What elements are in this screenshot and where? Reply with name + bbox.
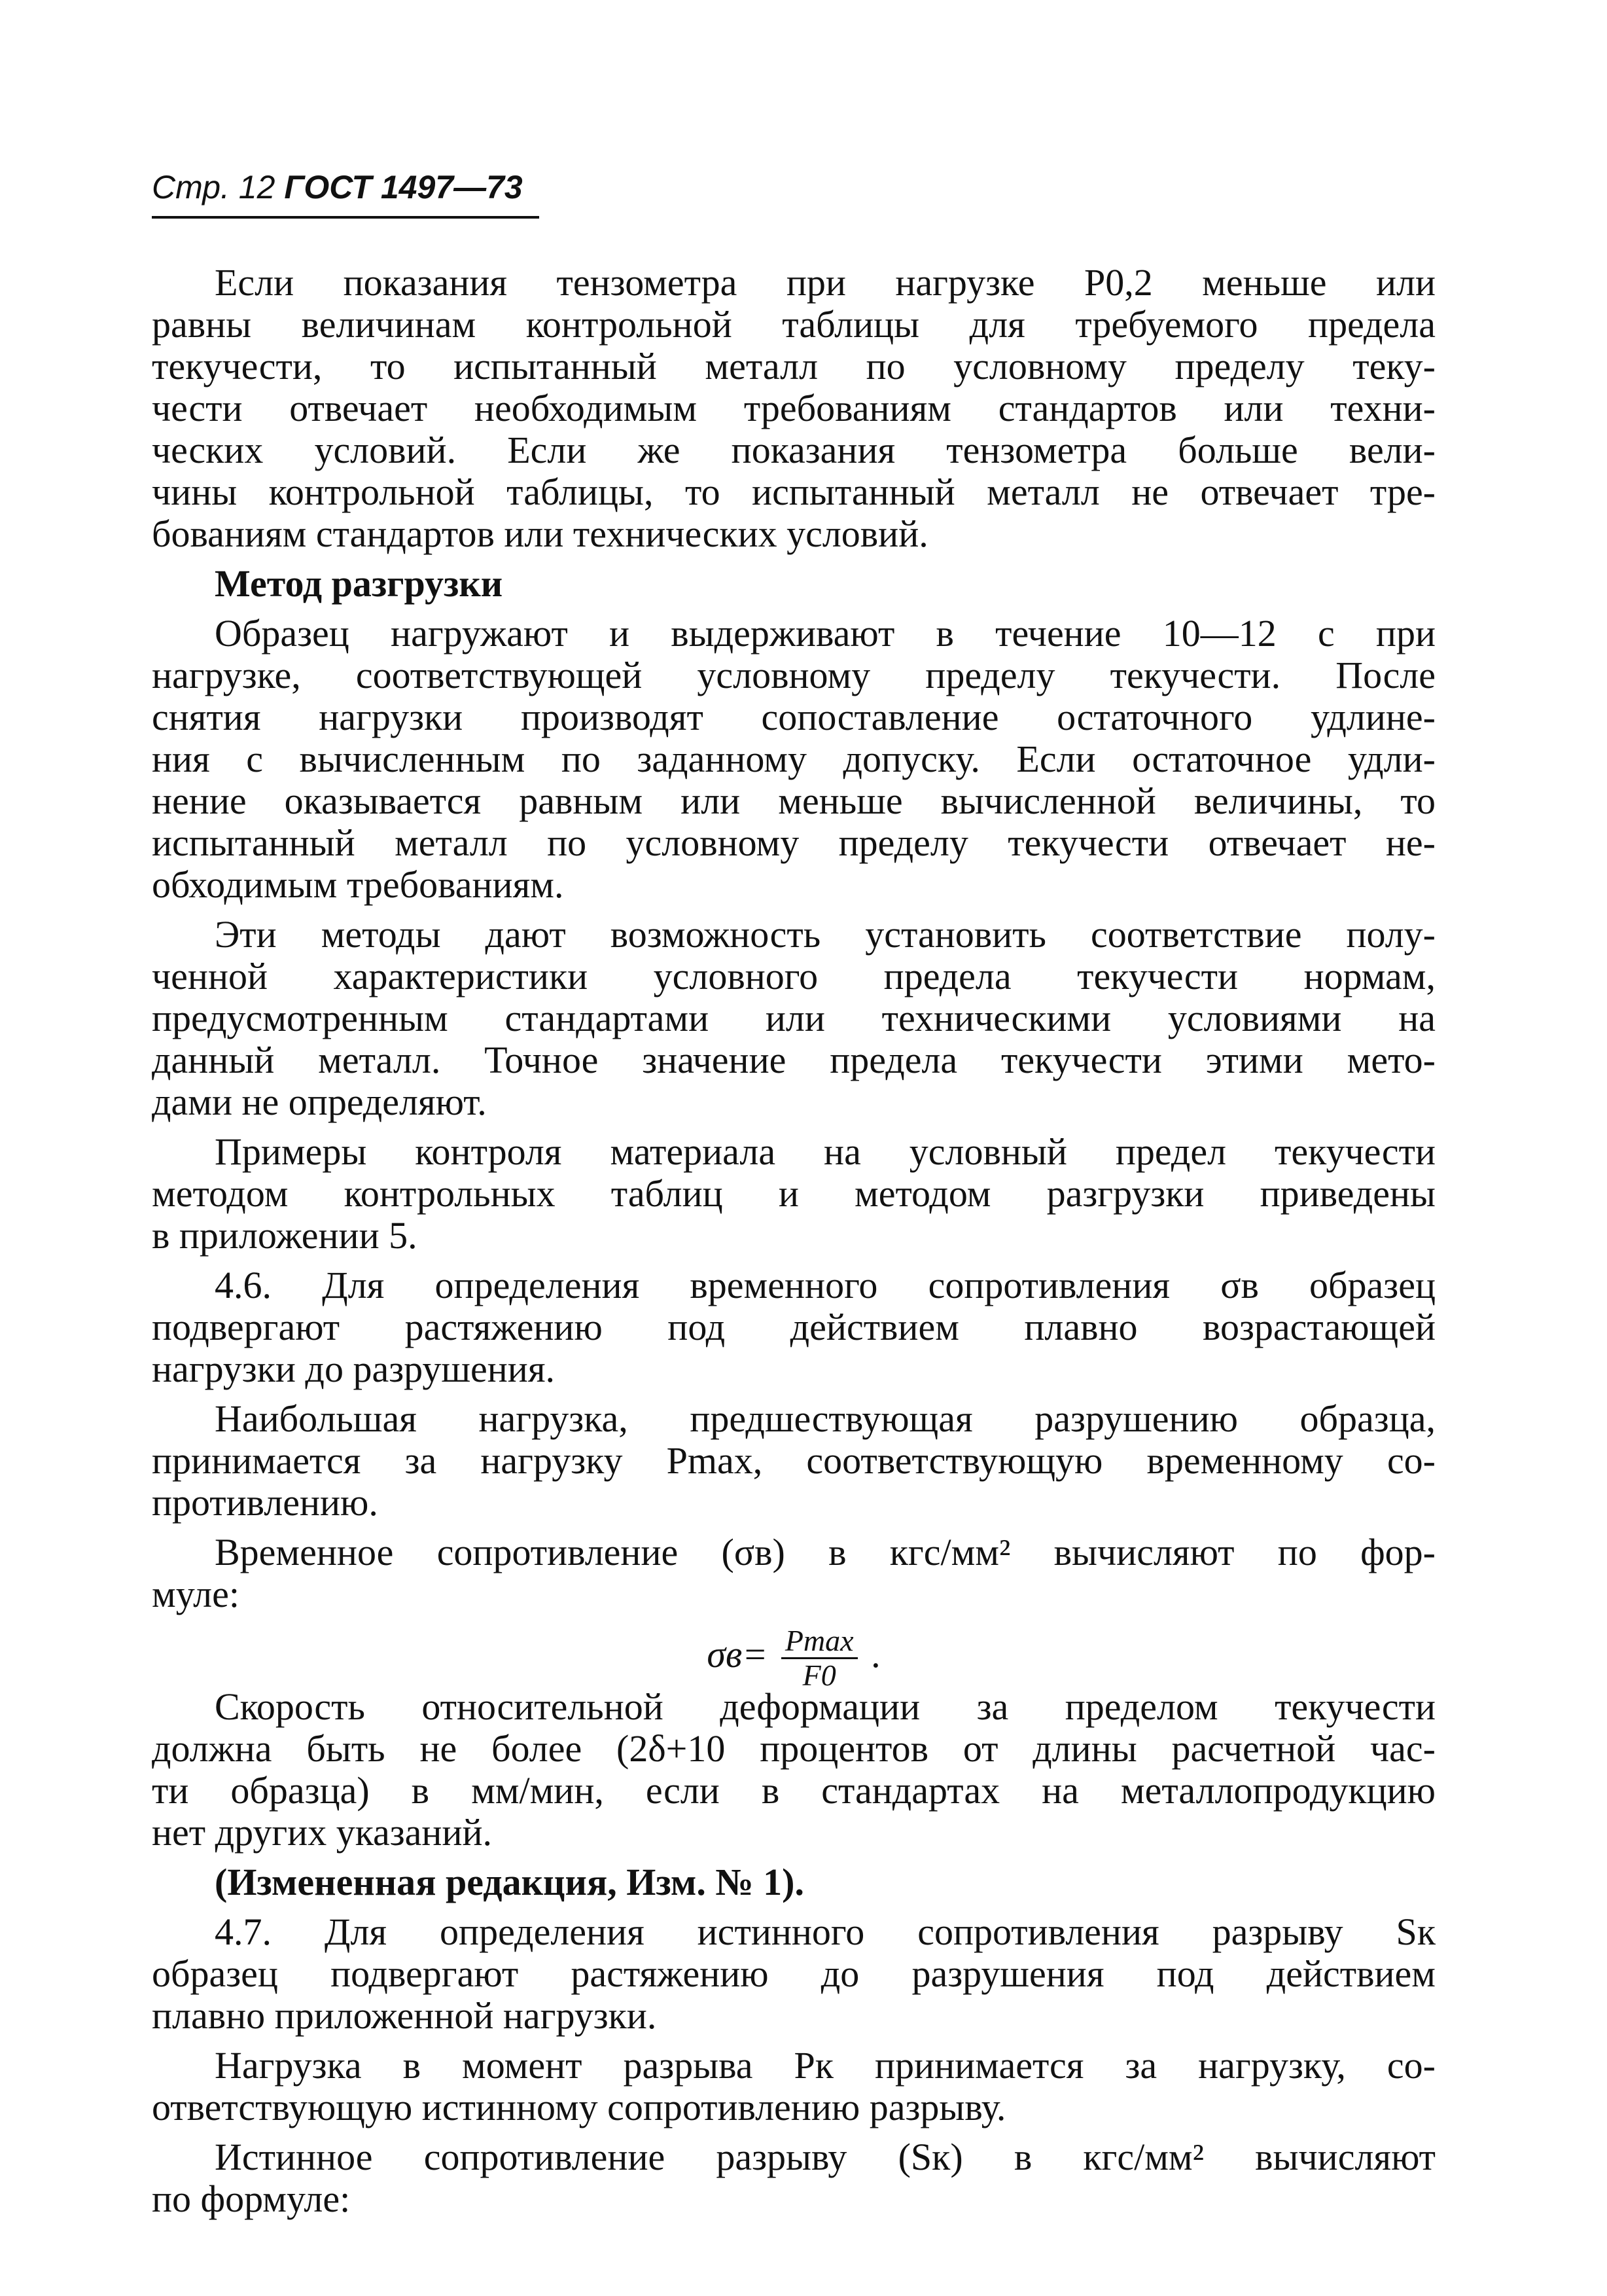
formula-tensile-strength (152, 1623, 1436, 1693)
text-line: по формуле: (152, 2178, 351, 2220)
text-line: бованиям стандартов или технических условий. (152, 512, 928, 555)
heading-unloading-method: Метод разгрузки (215, 562, 503, 605)
text-line: дами не определяют. (152, 1081, 487, 1123)
text-line: нение оказывается равным или меньше вычисленной величины, то (152, 780, 1436, 822)
section-heading (152, 563, 1436, 605)
text-line: ческих условий. Если же показания тензометра больше вели- (152, 429, 1436, 471)
amendment-note (152, 1861, 1436, 1903)
text-line: образец подвергают растяжению до разрушения под действием (152, 1952, 1436, 1995)
text-line: нагрузке, соответствующей условному пределу текучести. После (152, 654, 1436, 696)
formula-denominator: F0 (802, 1659, 836, 1693)
text-line: в приложении 5. (152, 1214, 417, 1257)
text-line: текучести, то испытанный металл по условному пределу теку- (152, 345, 1436, 387)
header-rule (152, 216, 539, 219)
text-line: испытанный металл по условному пределу текучести отвечает не- (152, 821, 1436, 864)
text-line: плавно приложенной нагрузки. (152, 1994, 657, 2037)
paragraph-tensometer-check (152, 262, 1436, 555)
text-line: чести отвечает необходимым требованиям стандартов или техни- (152, 387, 1436, 429)
text-line: методом контрольных таблиц и методом разгрузки приведены (152, 1172, 1436, 1215)
standard-code: ГОСТ 1497—73 (284, 169, 523, 206)
text-line: Временное сопротивление (σв) в кгс/мм² вычисляют по фор- (215, 1531, 1436, 1573)
text-line: муле: (152, 1573, 239, 1615)
text-line: Образец нагружают и выдерживают в течение 10—12 с при (215, 612, 1436, 655)
paragraph-unloading-method (152, 613, 1436, 906)
clause-4-6 (152, 1265, 1436, 1390)
document-body (152, 262, 1436, 2228)
formula-end: . (871, 1633, 881, 1676)
formula-lhs: σв= (707, 1633, 768, 1676)
paragraph-strain-rate (152, 1686, 1436, 1854)
text-line: ченной характеристики условного предела текучести нормам, (152, 955, 1436, 997)
paragraph-tensile-strength (152, 1532, 1436, 1615)
text-line: ти образца) в мм/мин, если в стандартах на металлопродукцию (152, 1769, 1436, 1812)
text-line: Скорость относительной деформации за пределом текучести (215, 1685, 1436, 1728)
formula-numerator: Pmax (781, 1624, 858, 1659)
text-line: чины контрольной таблицы, то испытанный металл не отвечает тре- (152, 471, 1436, 513)
text-line: противлению. (152, 1481, 378, 1524)
text-line: Эти методы дают возможность установить соответствие полу- (215, 913, 1436, 956)
paragraph-true-rupture-strength (152, 2136, 1436, 2220)
text-line: подвергают растяжению под действием плавно возрастающей (152, 1306, 1436, 1348)
text-line: равны величинам контрольной таблицы для требуемого предела (152, 303, 1436, 346)
formula-fraction (781, 1624, 858, 1692)
text-line: должна быть не более (2δ+10 процентов от длины расчетной час- (152, 1727, 1436, 1770)
paragraph-examples (152, 1131, 1436, 1257)
text-line: Если показания тензометра при нагрузке P0,2 меньше или (215, 261, 1436, 304)
text-line: предусмотренным стандартами или техническими условиями на (152, 997, 1436, 1039)
amendment-text: (Измененная редакция, Изм. № 1). (215, 1861, 804, 1903)
text-line: нагрузки до разрушения. (152, 1348, 555, 1390)
text-line: 4.6. Для определения временного сопротивления σв образец (215, 1264, 1436, 1306)
page-number: Стр. 12 (152, 169, 275, 206)
clause-4-7 (152, 1911, 1436, 2037)
text-line: Наибольшая нагрузка, предшествующая разрушению образца, (215, 1397, 1436, 1440)
text-line: принимается за нагрузку Pmax, соответствующую временному со- (152, 1439, 1436, 1482)
text-line: Нагрузка в момент разрыва Pк принимается за нагрузку, со- (215, 2044, 1436, 2087)
text-line: Примеры контроля материала на условный предел текучести (215, 1130, 1436, 1173)
paragraph-methods-summary (152, 914, 1436, 1123)
text-line: обходимым требованиям. (152, 863, 564, 906)
text-line: нет других указаний. (152, 1811, 493, 1854)
text-line: Истинное сопротивление разрыву (Sк) в кгс/мм² вычисляют (215, 2136, 1436, 2178)
text-line: ния с вычисленным по заданному допуску. Если остаточное удли- (152, 738, 1436, 780)
paragraph-max-load (152, 1398, 1436, 1524)
text-line: 4.7. Для определения истинного сопротивления разрыву Sк (215, 1910, 1436, 1953)
text-line: снятия нагрузки производят сопоставление остаточного удлине- (152, 696, 1436, 738)
page-header (152, 168, 523, 207)
text-line: данный металл. Точное значение предела текучести этими мето- (152, 1039, 1436, 1081)
text-line: ответствующую истинному сопротивлению разрыву. (152, 2086, 1006, 2128)
paragraph-rupture-load (152, 2045, 1436, 2128)
